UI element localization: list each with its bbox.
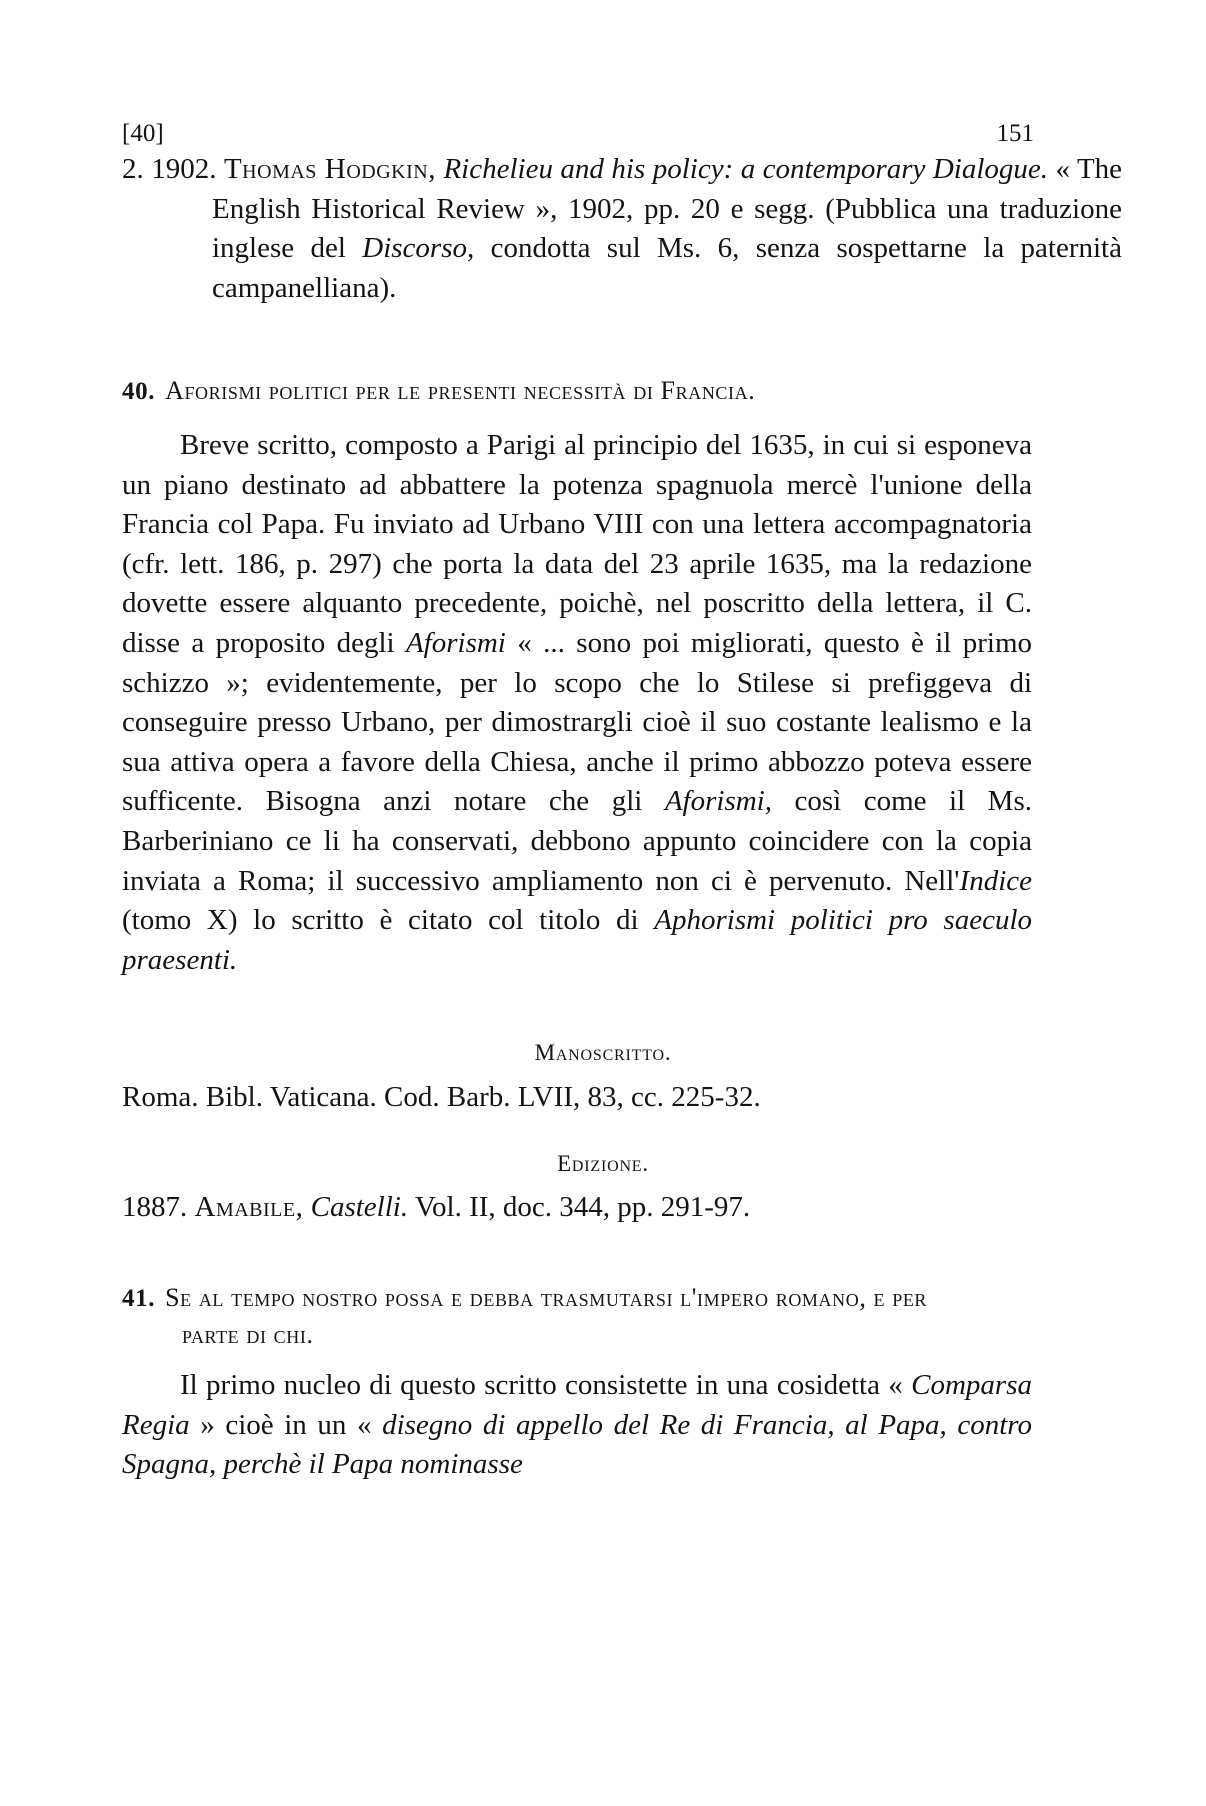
page-number: 151 <box>996 120 1034 147</box>
section-41-paragraph <box>122 1366 1032 1485</box>
edition-entry <box>122 1191 750 1224</box>
edition-title: Castelli. <box>310 1191 409 1223</box>
entry-italic-b: Discorso, <box>362 232 475 265</box>
section-40-paragraph <box>122 426 1032 980</box>
manuscript-heading: Manoscritto. <box>534 1040 672 1065</box>
s40-p3: « ... sono poi migliorati, questo è il primo schizzo »; evidentemente, per lo scopo che lo Stilese si prefiggeva di conseguire presso Urbano, per dimostrargli cioè il suo costante lealismo e la sua attiva opera a favore della Chiesa, anche il primo abbozzo poteva essere sufficente. Bisogna anzi notare che gli <box>122 626 1033 818</box>
entry-lead: 2. 1902. <box>122 153 217 185</box>
edition-author: Amabile, <box>194 1191 304 1223</box>
bibliography-entry-1902 <box>122 150 1122 308</box>
s40-p5: così come il Ms. Barberiniano ce li ha conservati, debbono appunto coincidere con la copia inviata a Roma; il successivo ampliamento non ci è pervenuto. Nell' <box>122 785 1032 897</box>
section-bracket-number: [40] <box>122 120 164 147</box>
s40-p4: Aforismi, <box>664 785 772 818</box>
s41-t4: disegno di appello del Re di Francia, al Papa, contro Spagna, perchè il Papa nominasse <box>122 1408 1033 1481</box>
edition-heading: Edizione. <box>557 1151 649 1176</box>
section-40-number: 40. <box>122 378 156 405</box>
section-41-heading <box>122 1280 982 1354</box>
entry-author: Thomas Hodgkin, <box>223 153 436 185</box>
s40-p7: (tomo X) lo scritto è citato col titolo di <box>122 904 639 937</box>
edition-lead: 1887. <box>122 1191 188 1223</box>
entry-text-a: « The English Historical Review », 1902, pp. 20 e segg. (Pubblica una traduzione inglese del <box>212 153 1123 265</box>
section-41-number: 41. <box>122 1285 156 1312</box>
s41-t3: » cioè in un « <box>200 1408 372 1441</box>
s41-t2: Comparsa Regia <box>122 1369 1032 1441</box>
s41-t1: Il primo nucleo di questo scritto consistette in una cosidetta « <box>180 1369 903 1401</box>
manuscript-entry: Roma. Bibl. Vaticana. Cod. Barb. LVII, 83, cc. 225-32. <box>122 1081 761 1113</box>
s40-p6: Indice <box>959 864 1032 897</box>
entry-text-c: condotta sul Ms. 6, senza sospettarne la paternità campanelliana). <box>212 232 1122 304</box>
s40-p8: Aphorismi politici pro saeculo praesenti. <box>122 904 1033 976</box>
s40-p1: Breve scritto, composto a Parigi al principio del 1635, in cui si esponeva un piano destinato ad abbattere la potenza spagnuola mercè l'unione della Francia col Papa. Fu inviato ad Urbano VIII con una lettera accompagnatoria (cfr. lett. 186, p. 297) che porta la data del 23 aprile 1635, ma la redazione dovette essere alquanto precedente, poichè, nel poscritto della lettera, il C. disse a proposito degli <box>122 429 1032 659</box>
entry-title: Richelieu and his policy: a contemporary Dialogue. <box>443 153 1049 185</box>
section-40-title: Aforismi politici per le presenti necessità di Francia. <box>165 376 756 405</box>
s40-p2: Aforismi <box>405 626 506 659</box>
edition-rest: Vol. II, doc. 344, pp. 291-97. <box>414 1191 751 1223</box>
section-41-title: Se al tempo nostro possa e debba trasmutarsi l'impero romano, e per parte di chi. <box>165 1283 928 1349</box>
section-40-heading <box>122 372 1042 411</box>
